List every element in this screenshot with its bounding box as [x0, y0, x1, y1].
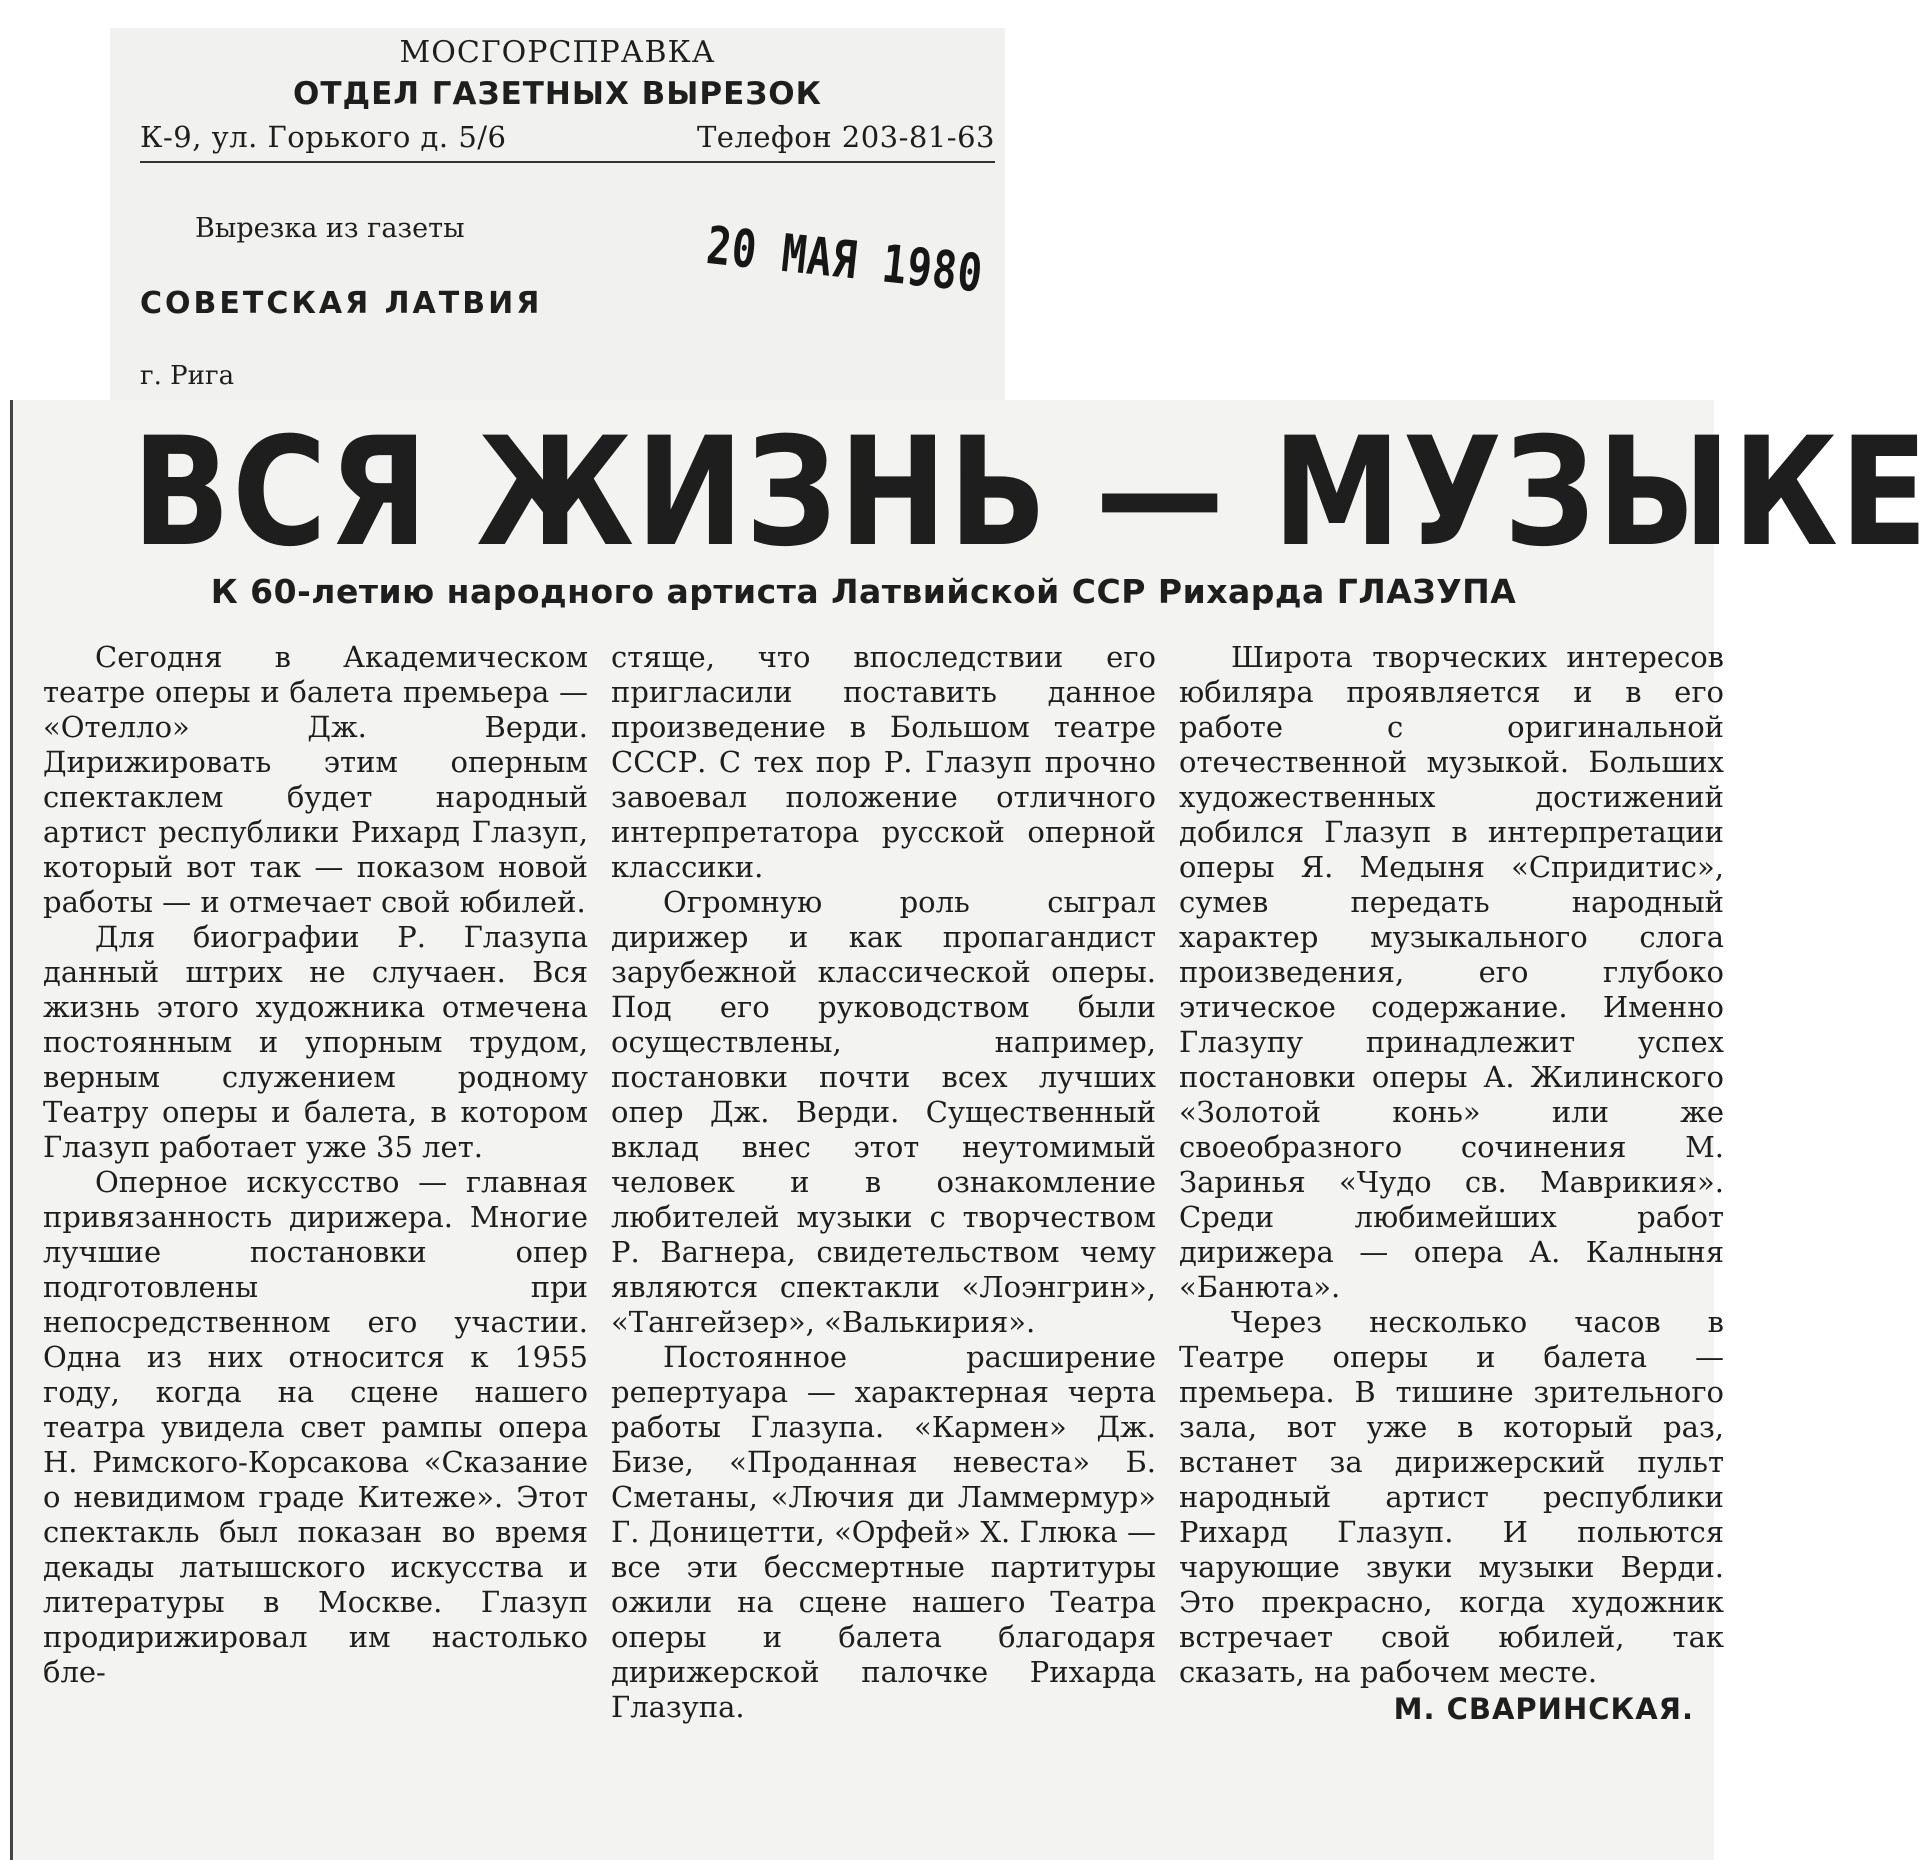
label-phone: Телефон 203-81-63 [696, 120, 995, 154]
label-office-name: МОСГОРСПРАВКА [399, 35, 716, 70]
article-paragraph: Для биографии Р. Глазупа данный штрих не случаен. Вся жизнь этого художника отмечена постоянным и упорным трудом, верным служением родному Театру оперы и балета, в котором Глазуп работает уже 35 лет. [43, 920, 588, 1164]
article-paragraph: Огромную роль сыграл дирижер и как пропагандист зарубежной классической оперы. Под его руководством были осуществлены, например, постановки почти всех лучших опер Дж. Верди. Существенный вклад внес этот неутомимый человек и в ознакомление любителей музыки с творчеством Р. Вагнера, свидетельством чему являются спектакли «Лоэнгрин», «Тангейзер», «Валькирия». [611, 885, 1156, 1339]
article-paragraph: Сегодня в Академическом театре оперы и балета премьера — «Отелло» Дж. Верди. Дирижировать этим оперным спектаклем будет народный артист республики Рихард Глазуп, который вот так — показом новой работы — и отмечает свой юбилей. [43, 640, 588, 919]
article-column-2 [611, 640, 1156, 1725]
article-author: М. СВАРИНСКАЯ. [1393, 1692, 1694, 1726]
article-headline: ВСЯ ЖИЗНЬ — МУЗЫКЕ [132, 406, 1930, 580]
newspaper-article [10, 400, 1930, 1860]
article-paragraph: Широта творческих интересов юбиляра проявляется и в его работе с оригинальной отечественной музыкой. Больших художественных достижений добился Глазуп в интерпретации оперы Я. Медыня «Спридитис», сумев передать народный характер музыкального слога произведения, его глубоко этическое содержание. Именно Глазупу принадлежит успех постановки оперы А. Жилинского «Золотой конь» или же своеобразного сочинения М. Заринья «Чудо св. Маврикия». Среди любимейших работ дирижера — опера А. Калныня «Банюта». [1179, 640, 1724, 1304]
article-subheadline: К 60-летию народного артиста Латвийской ССР Рихарда ГЛАЗУПА [210, 572, 1517, 611]
article-columns [33, 640, 1724, 1860]
date-stamp: 20 МАЯ 1980 [703, 216, 986, 305]
label-city: г. Рига [140, 361, 235, 391]
label-divider [140, 161, 995, 163]
label-newspaper-name: СОВЕТСКАЯ ЛАТВИЯ [140, 286, 543, 321]
article-column-3 [1179, 640, 1724, 1727]
article-paragraph-continuation: стяще, что впоследствии его пригласили поставить данное произведение в Большом театре СССР. С тех пор Р. Глазуп прочно завоевал положение отличного интерпретатора русской оперной классики. [611, 640, 1156, 884]
label-source-caption: Вырезка из газеты [195, 213, 465, 244]
article-paragraph: Постоянное расширение репертуара — характерная черта работы Глазупа. «Кармен» Дж. Бизе, «Проданная невеста» Б. Сметаны, «Лючия ди Ламмермур» Г. Доницетти, «Орфей» Х. Глюка — все эти бессмертные партитуры ожили на сцене нашего Театра оперы и балета благодаря дирижерской палочке Рихарда Глазупа. [611, 1340, 1156, 1724]
article-paragraph: Через несколько часов в Театре оперы и балета — премьера. В тишине зрительного зала, вот уже в который раз, встанет за дирижерский пульт народный артист республики Рихард Глазуп. И польются чарующие звуки музыки Верди. Это прекрасно, когда художник встречает свой юбилей, так сказать, на рабочем месте. [1179, 1305, 1724, 1689]
article-column-1 [43, 640, 588, 1690]
article-paragraph: Оперное искусство — главная привязанность дирижера. Многие лучшие постановки опер подготовлены при непосредственном его участии. Одна из них относится к 1955 году, когда на сцене нашего театра увидела свет рампы опера Н. Римского-Корсакова «Сказание о невидимом граде Китеже». Этот спектакль был показан во время декады латышского искусства и литературы в Москве. Глазуп продирижировал им настолько бле- [43, 1165, 588, 1689]
label-address: К-9, ул. Горького д. 5/6 [140, 120, 507, 154]
label-department: ОТДЕЛ ГАЗЕТНЫХ ВЫРЕЗОК [292, 76, 823, 112]
clipping-label [110, 28, 1005, 403]
